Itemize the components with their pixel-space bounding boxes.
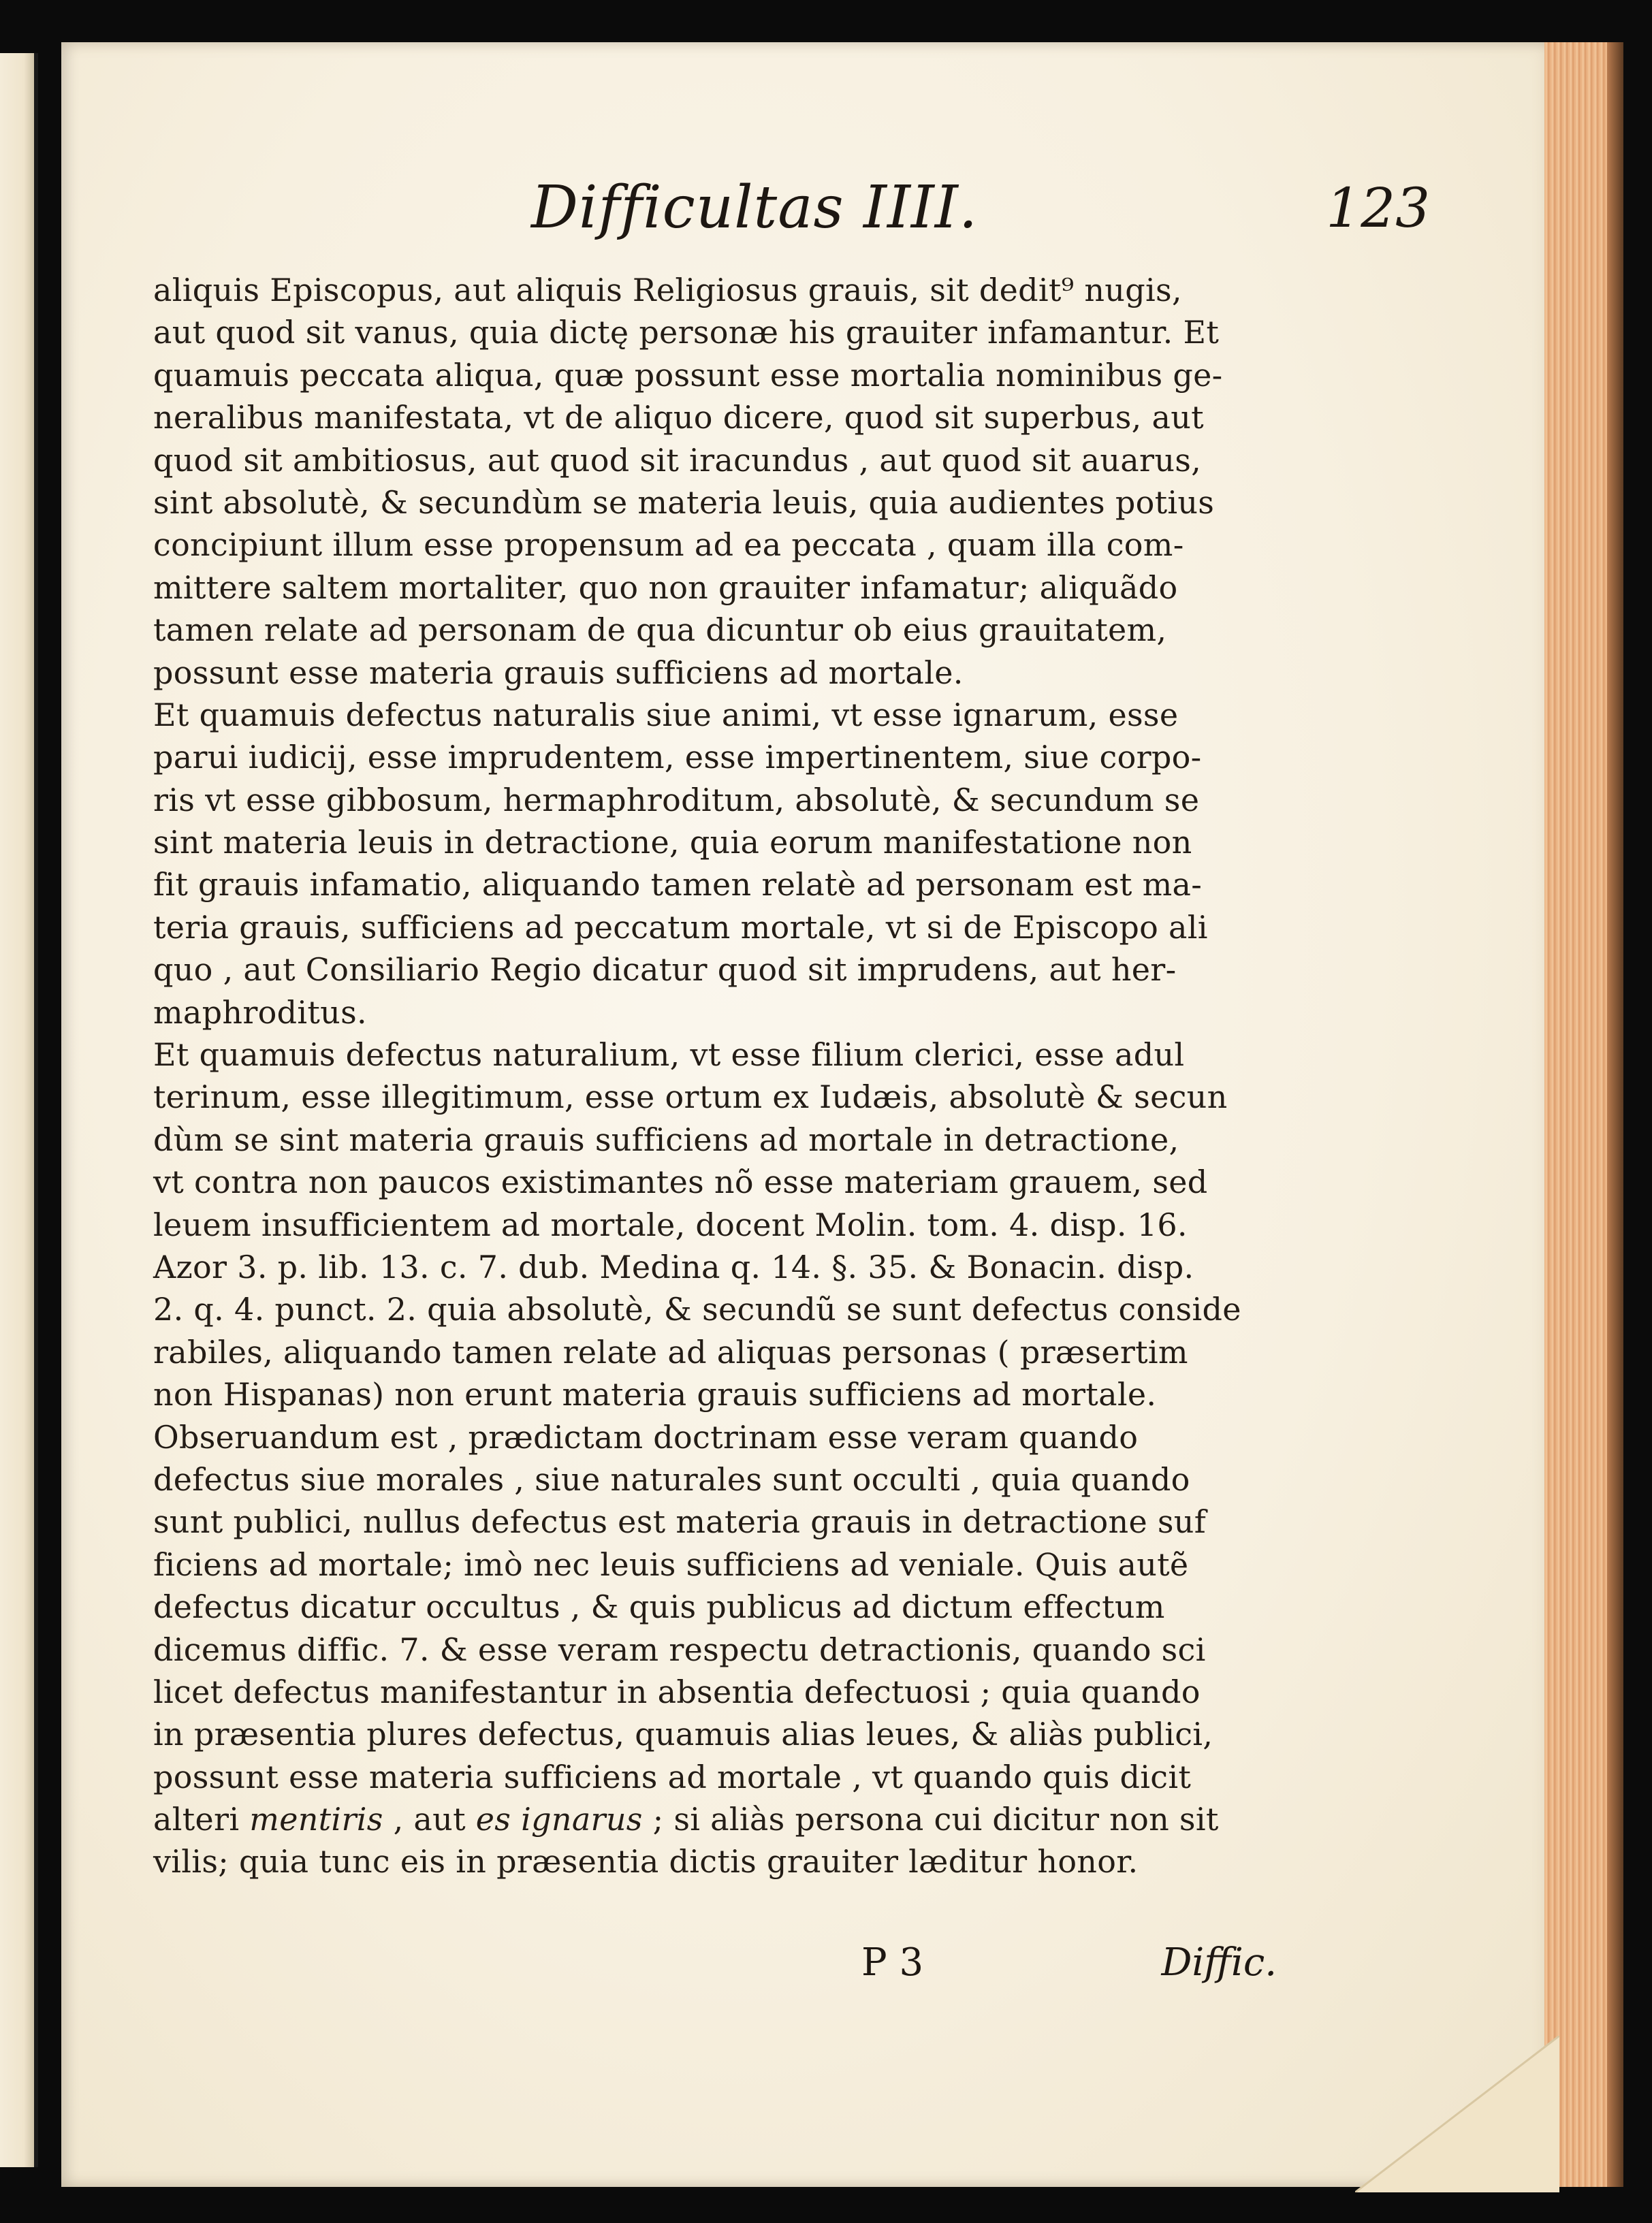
text-line: fit grauis infamatio, aliquando tamen relatè ad personam est ma- xyxy=(153,866,1203,903)
page-footer xyxy=(861,1940,1277,2009)
text-line: vilis; quia tunc eis in præsentia dictis grauiter læditur honor. xyxy=(153,1843,1139,1881)
text-line: Et quamuis defectus naturalis siue animi, vt esse ignarum, esse xyxy=(153,696,1179,733)
text-line: possunt esse materia sufficiens ad mortale , vt quando quis dicit xyxy=(153,1758,1192,1795)
text-line: aut quod sit vanus, quia dictę personæ his grauiter infamantur. Et xyxy=(153,314,1220,351)
text-line: 2. q. 4. punct. 2. quia absolutè, & secundũ se sunt defectus conside xyxy=(153,1291,1241,1328)
facing-page-edge xyxy=(0,53,38,2167)
text-line: ficiens ad mortale; imò nec leuis sufficiens ad veniale. Quis autẽ xyxy=(153,1546,1189,1583)
text-line-mixed xyxy=(153,1798,1277,1840)
page-number: 123 xyxy=(1326,176,1430,240)
text-line: rabiles, aliquando tamen relate ad aliquas personas ( præsertim xyxy=(153,1333,1188,1371)
text-run: , aut xyxy=(383,1801,476,1838)
text-run: ; si aliàs persona cui dicitur non sit xyxy=(642,1801,1219,1838)
text-line: sint materia leuis in detractione, quia eorum manifestatione non xyxy=(153,824,1192,861)
text-line: quo , aut Consiliario Regio dicatur quod sit imprudens, aut her- xyxy=(153,951,1177,989)
text-line: dùm se sint materia grauis sufficiens ad mortale in detractione, xyxy=(153,1121,1179,1158)
text-line: licet defectus manifestantur in absentia defectuosi ; quia quando xyxy=(153,1673,1201,1710)
text-line: dicemus diffic. 7. & esse veram respectu detractionis, quando sci xyxy=(153,1631,1206,1668)
text-line: vt contra non paucos existimantes nõ esse materiam grauem, sed xyxy=(153,1164,1208,1201)
body-text xyxy=(153,269,1277,1883)
text-line: concipiunt illum esse propensum ad ea peccata , quam illa com- xyxy=(153,526,1184,564)
running-title: Difficultas IIII. xyxy=(531,174,979,242)
text-line: ris vt esse gibbosum, hermaphroditum, absolutè, & secundum se xyxy=(153,781,1200,818)
text-line: defectus dicatur occultus , & quis publicus ad dictum effectum xyxy=(153,1588,1165,1626)
fore-edge xyxy=(1544,42,1613,2187)
text-line: neralibus manifestata, vt de aliquo dicere, quod sit superbus, aut xyxy=(153,399,1204,436)
catchword: Diffic. xyxy=(1161,1940,1277,1985)
text-line: terinum, esse illegitimum, esse ortum ex Iudæis, absolutè & secun xyxy=(153,1078,1228,1116)
text-line: sint absolutè, & secundùm se materia leuis, quia audientes potius xyxy=(153,483,1215,521)
text-line: Obseruandum est , prædictam doctrinam esse veram quando xyxy=(153,1418,1139,1456)
text-line: Et quamuis defectus naturalium, vt esse filium clerici, esse adul xyxy=(153,1036,1185,1074)
text-line: leuem insufficientem ad mortale, docent Molin. tom. 4. disp. 16. xyxy=(153,1206,1188,1243)
text-line: parui iudicij, esse imprudentem, esse impertinentem, siue corpo- xyxy=(153,739,1202,776)
text-line: maphroditus. xyxy=(153,993,367,1031)
fore-edge-shadow xyxy=(1607,42,1623,2187)
corner-fold xyxy=(1355,2036,1559,2192)
text-line: defectus siue morales , siue naturales sunt occulti , quia quando xyxy=(153,1460,1190,1498)
text-line: mittere saltem mortaliter, quo non grauiter infamatur; aliquãdo xyxy=(153,569,1178,606)
text-run: alteri xyxy=(153,1801,250,1838)
text-line: non Hispanas) non erunt materia grauis sufficiens ad mortale. xyxy=(153,1376,1157,1413)
text-line: quamuis peccata aliqua, quæ possunt esse mortalia nominibus ge- xyxy=(153,356,1223,394)
text-line: possunt esse materia grauis sufficiens ad mortale. xyxy=(153,654,964,691)
italic-phrase: es ignarus xyxy=(475,1801,643,1838)
text-line: tamen relate ad personam de qua dicuntur ob eius grauitatem, xyxy=(153,611,1167,649)
italic-phrase: mentiris xyxy=(249,1801,383,1838)
page-header xyxy=(531,174,1430,255)
text-line: Azor 3. p. lib. 13. c. 7. dub. Medina q. 14. §. 35. & Bonacin. disp. xyxy=(153,1248,1194,1285)
signature-mark: P 3 xyxy=(861,1940,924,1985)
text-line: aliquis Episcopus, aut aliquis Religiosus grauis, sit dedit⁹ nugis, xyxy=(153,272,1182,308)
text-line: in præsentia plures defectus, quamuis alias leues, & aliàs publici, xyxy=(153,1716,1213,1753)
text-line: teria grauis, sufficiens ad peccatum mortale, vt si de Episcopo ali xyxy=(153,908,1208,946)
text-line: quod sit ambitiosus, aut quod sit iracundus , aut quod sit auarus, xyxy=(153,441,1202,479)
text-line: sunt publici, nullus defectus est materia grauis in detractione suf xyxy=(153,1503,1207,1541)
